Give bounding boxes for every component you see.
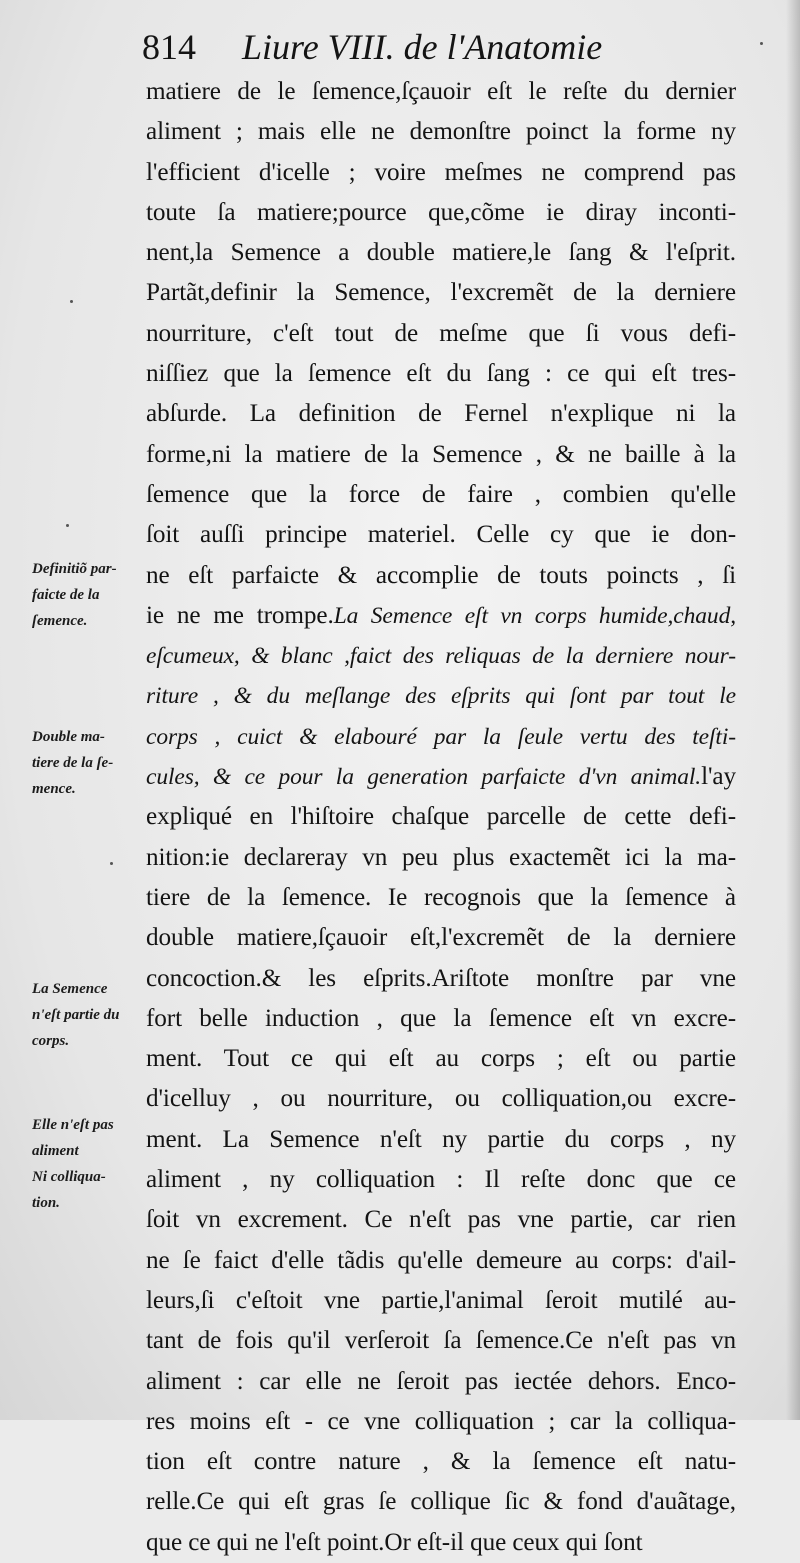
page-number: 814 xyxy=(142,27,196,67)
text-line: que ce qui ne l'eſt point.Or eſt-il que ceux qui ſont xyxy=(146,1528,643,1556)
page-edge-shadow xyxy=(786,0,800,1420)
definition-line: eſcumeux, & blanc ,faict des reliquas de la derniere nour- xyxy=(146,643,736,670)
text-line: abſurde. La definition de Fernel n'explique ni la xyxy=(146,400,736,428)
text-line: aliment : car elle ne ſeroit pas iectée dehors. Enco- xyxy=(146,1367,736,1395)
margin-note-line: aliment xyxy=(32,1143,79,1159)
margin-note-line: tiere de la ſe- xyxy=(32,755,114,771)
ink-speck xyxy=(760,42,763,45)
text-line: leurs,ſi c'eſtoit vne partie,l'animal ſeroit mutilé au- xyxy=(146,1286,736,1314)
text-line: expliqué en l'hiſtoire chaſque parcelle de cette defi- xyxy=(146,803,736,831)
text-line: res moins eſt - ce vne colliquation ; car la colliqua- xyxy=(146,1407,736,1435)
text-line: aliment ; mais elle ne demonſtre poinct la forme ny xyxy=(146,118,736,146)
margin-note-line: Double ma- xyxy=(32,729,105,745)
definition-end-line xyxy=(146,757,736,797)
running-title: Liure VIII. de l'Anatomie xyxy=(242,27,603,67)
margin-note-line: La Semence xyxy=(32,981,108,997)
text-line: ne ſe faict d'elle tãdis qu'elle demeure au corps: d'ail- xyxy=(146,1246,736,1274)
text-line: nourriture, c'eſt tout de meſme que ſi vous defi- xyxy=(146,319,736,347)
text-line: matiere de le ſemence,ſçauoir eſt le reſte du dernier xyxy=(146,78,736,105)
text-line: tant de fois qu'il verſeroit ſa ſemence.Ce n'eſt pas vn xyxy=(146,1327,736,1355)
margin-note-line: faicte de la xyxy=(32,587,100,603)
text-line: ment. Tout ce qui eſt au corps ; eſt ou partie xyxy=(146,1045,736,1073)
ink-speck xyxy=(66,524,69,527)
text-line: nition:ie declareray vn peu plus exactemẽt ici la ma- xyxy=(146,843,736,871)
text-line: l'efficient d'icelle ; voire meſmes ne comprend pas xyxy=(146,158,736,186)
margin-note-not-aliment xyxy=(32,1112,144,1216)
text-line: toute ſa matiere;pource que,cõme ie diray inconti- xyxy=(146,198,736,226)
text-line: aliment , ny colliquation : Il reſte donc que ce xyxy=(146,1166,736,1194)
text-line: nent,la Semence a double matiere,le ſang & l'eſprit. xyxy=(146,239,736,267)
ink-speck xyxy=(110,862,113,865)
margin-note-line: mence. xyxy=(32,781,76,797)
text-segment: ie ne me trompe. xyxy=(146,601,334,629)
definition-line: corps , cuict & elabouré par la ſeule vertu des teſti- xyxy=(146,723,736,750)
margin-note-line: ſemence. xyxy=(32,613,88,629)
text-line: ne eſt parfaicte & accomplie de touts poincts , ſi xyxy=(146,561,736,589)
text-line: ſoit vn excrement. Ce n'eſt pas vne partie, car rien xyxy=(146,1206,736,1234)
definition-text: La Semence eſt vn corps humide,chaud, xyxy=(333,602,736,629)
main-text-block xyxy=(146,72,736,1563)
margin-note-double-matter xyxy=(32,724,144,802)
definition-line: riture , & du meſlange des eſprits qui ſont par tout le xyxy=(146,683,736,710)
margin-note-not-part xyxy=(32,976,144,1054)
margin-note-line: Elle n'eſt pas xyxy=(32,1117,114,1133)
text-line: fort belle induction , que la ſemence eſt vn excre- xyxy=(146,1004,736,1032)
text-line: forme,ni la matiere de la Semence , & ne baille à la xyxy=(146,440,736,468)
running-header xyxy=(142,22,742,72)
definition-text: cules, & ce pour la generation parfaicte d'vn animal. xyxy=(146,764,702,791)
definition-start-line xyxy=(146,596,736,636)
text-line: ſemence que la force de faire , combien qu'elle xyxy=(146,480,736,508)
margin-note-line: n'eſt partie du xyxy=(32,1007,120,1023)
margin-note-line: tion. xyxy=(32,1195,60,1211)
text-line: concoction.& les eſprits.Ariſtote monſtre par vne xyxy=(146,964,736,992)
margin-note-line: Ni colliqua- xyxy=(32,1169,106,1185)
margin-note-line: Definitiõ par- xyxy=(32,561,117,577)
ink-speck xyxy=(70,300,73,303)
margin-note-line: corps. xyxy=(32,1033,70,1049)
text-line: niſſiez que la ſemence eſt du ſang : ce qui eſt tres- xyxy=(146,360,736,388)
margin-note-definition xyxy=(32,556,144,634)
text-line: Partãt,definir la Semence, l'excremẽt de la derniere xyxy=(146,279,736,307)
text-line: ſoit auſſi principe materiel. Celle cy que ie don- xyxy=(146,521,736,549)
text-line: relle.Ce qui eſt gras ſe collique ſic & fond d'auãtage, xyxy=(146,1488,736,1516)
text-line: tion eſt contre nature , & la ſemence eſt natu- xyxy=(146,1448,736,1476)
text-line: ment. La Semence n'eſt ny partie du corps , ny xyxy=(146,1125,736,1153)
text-line: tiere de la ſemence. Ie recognois que la ſemence à xyxy=(146,883,736,911)
text-line: double matiere,ſçauoir eſt,l'excremẽt de la derniere xyxy=(146,924,736,952)
text-line: d'icelluy , ou nourriture, ou colliquation,ou excre- xyxy=(146,1085,736,1113)
text-segment: l'ay xyxy=(701,763,736,791)
